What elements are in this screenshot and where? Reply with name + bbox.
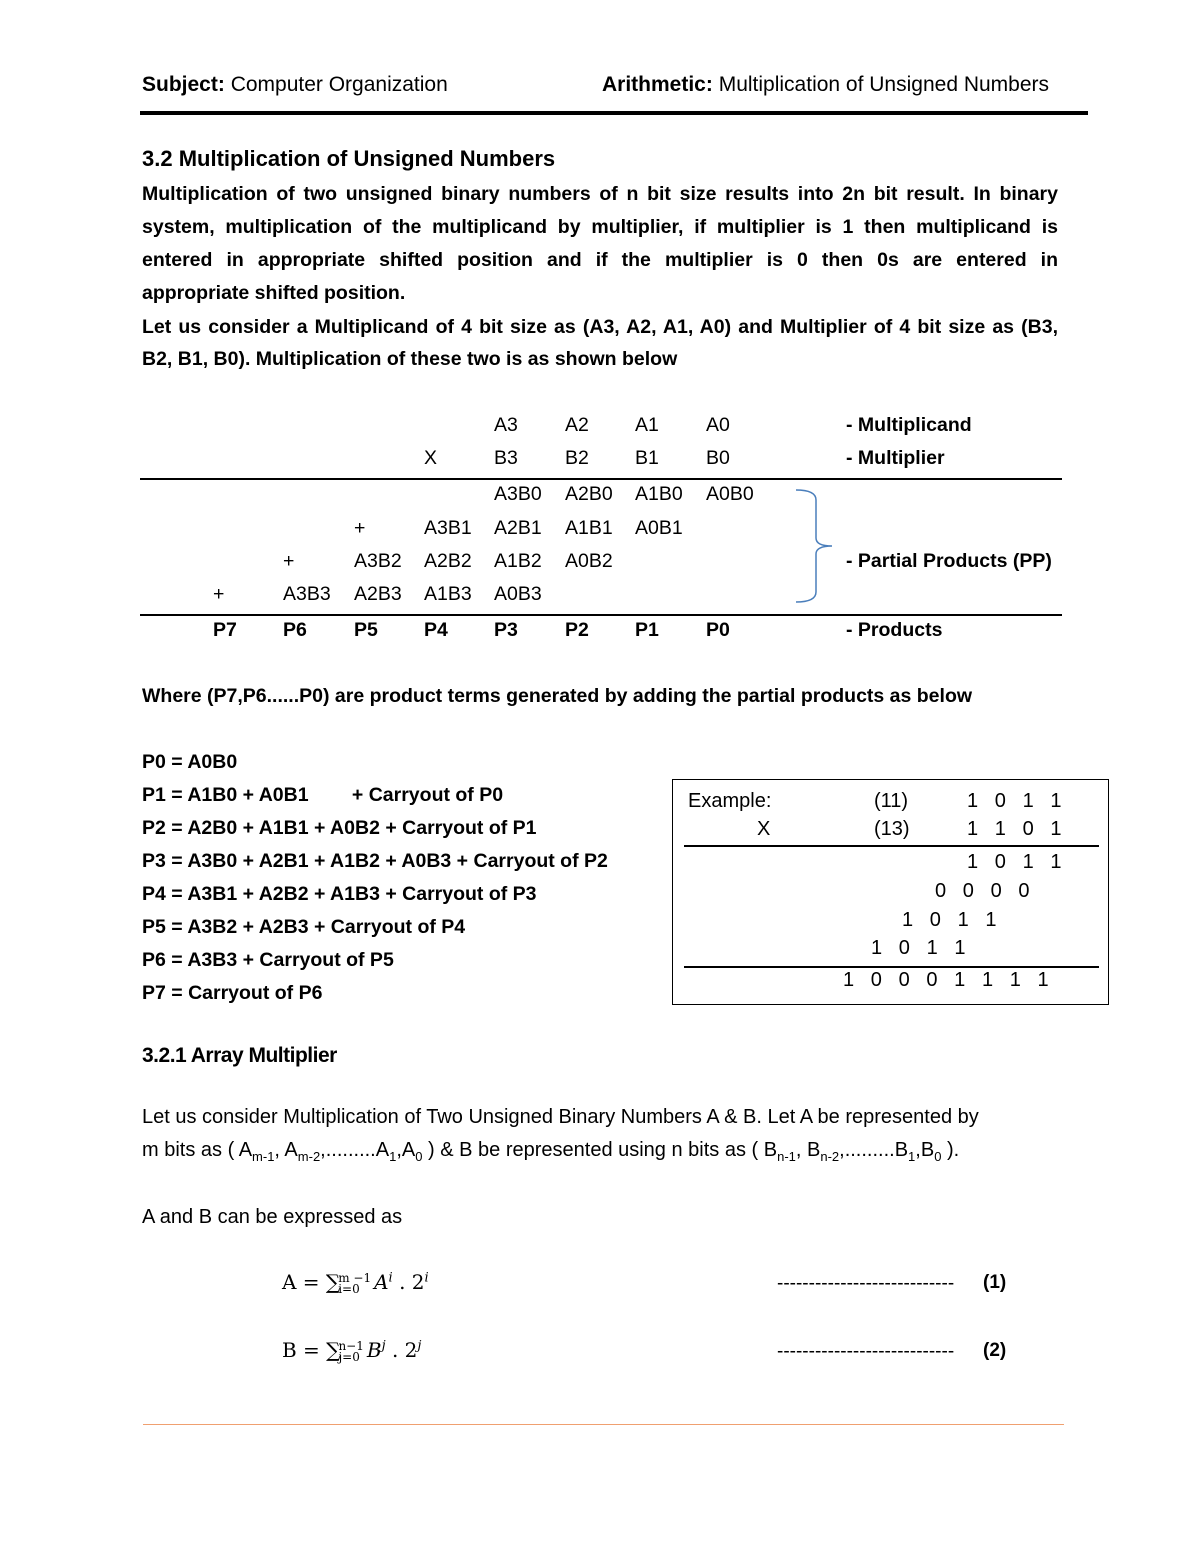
pp1-2: A2B1 [494, 517, 542, 539]
example-pp1: 1 0 1 1 [967, 851, 1062, 873]
mp-b2: B2 [565, 447, 589, 469]
mc-a3: A3 [494, 414, 518, 436]
example-b-bits: 1 1 0 1 [967, 818, 1062, 840]
equation: P7 = Carryout of P6 [142, 982, 323, 1004]
pp3-4: A0B3 [494, 583, 542, 605]
pp2-plus: + [283, 550, 295, 572]
pp0-4: A0B0 [706, 483, 754, 505]
p3: P3 [494, 619, 518, 641]
where-text: Where (P7,P6......P0) are product terms generated by adding the partial products as below [142, 685, 973, 707]
equation-number-1: (1) [983, 1272, 1007, 1293]
example-b-decimal: (13) [874, 818, 910, 840]
mp-b3: B3 [494, 447, 518, 469]
para2-line-1: Let us consider a Multiplicand of 4 bit size as (A3, A2, A1, A0) and Multiplier of 4 bit size as (B3, [142, 316, 1058, 338]
pp1-1: A3B1 [424, 517, 472, 539]
example-pp4: 1 0 1 1 [871, 937, 966, 959]
subject-label: Subject: [142, 73, 225, 96]
p0: P0 [706, 619, 730, 641]
mp-b0: B0 [706, 447, 730, 469]
pp2-4: A0B2 [565, 550, 613, 572]
p6: P6 [283, 619, 307, 641]
formula-b: B = ∑ n−1 j=0 $B^j$ . 2$^j$ [282, 1338, 422, 1364]
pp0-3: A1B0 [635, 483, 683, 505]
table-rule-1 [140, 478, 1062, 480]
equation: P5 = A3B2 + A2B3 + Carryout of P4 [142, 916, 466, 938]
pp3-3: A1B3 [424, 583, 472, 605]
dash-leader-2: ---------------------------- [777, 1341, 955, 1362]
pp1-4: A0B1 [635, 517, 683, 539]
mc-a0: A0 [706, 414, 730, 436]
para1-line-4: appropriate shifted position. [142, 282, 406, 304]
para1-line-3: entered in appropriate shifted position and if the multiplier is 0 then 0s are entered in [142, 249, 1058, 271]
expressed-text: A and B can be expressed as [142, 1206, 403, 1228]
example-pp3: 1 0 1 1 [902, 909, 997, 931]
header-topic [602, 73, 1049, 97]
p1: P1 [635, 619, 659, 641]
x-symbol: X [424, 447, 438, 469]
para1-line-1: Multiplication of two unsigned binary numbers of n bit size results into 2n bit result. In binary [142, 183, 1058, 205]
p4: P4 [424, 619, 448, 641]
topic-value: Multiplication of Unsigned Numbers [718, 73, 1050, 96]
multiplicand-label: - Multiplicand [846, 414, 972, 436]
pp3-2: A2B3 [354, 583, 402, 605]
pp-label: - Partial Products (PP) [846, 550, 1052, 572]
p5: P5 [354, 619, 378, 641]
header-rule [140, 111, 1088, 115]
example-x: X [757, 818, 771, 840]
pp3-1: A3B3 [283, 583, 331, 605]
partial-products-brace-icon [790, 486, 840, 606]
dash-leader-1: ---------------------------- [777, 1273, 955, 1294]
example-a-bits: 1 0 1 1 [967, 790, 1062, 812]
equation: P2 = A2B0 + A1B1 + A0B2 + Carryout of P1 [142, 817, 537, 839]
example-a-decimal: (11) [874, 790, 909, 812]
subsection-title: 3.2.1 Array Multiplier [142, 1044, 337, 1067]
example-rule-2 [684, 966, 1099, 968]
mc-a2: A2 [565, 414, 589, 436]
multiplier-label: - Multiplier [846, 447, 945, 469]
array-line-2: m bits as ( $A_{m-1}$, $A_{m-2},.........A_1,A_0$ ) & B be represented using n bits as ( $B_{n-1}$, $B_{n-2},.........B_1,B_0$ ). [142, 1139, 960, 1164]
mc-a1: A1 [635, 414, 659, 436]
example-pp2: 0 0 0 0 [935, 880, 1030, 902]
formula-a: A = ∑ m −1 i=0 $A^i$ . 2$^i$ [282, 1270, 429, 1296]
array-line-1: Let us consider Multiplication of Two Unsigned Binary Numbers A & B. Let A be represented by [142, 1106, 979, 1128]
header-subject [142, 73, 448, 97]
equation: P4 = A3B1 + A2B2 + A1B3 + Carryout of P3 [142, 883, 537, 905]
equation: P3 = A3B0 + A2B1 + A1B2 + A0B3 + Carryout of P2 [142, 850, 608, 872]
equation-number-2: (2) [983, 1340, 1007, 1361]
p7: P7 [213, 619, 237, 641]
section-title: 3.2 Multiplication of Unsigned Numbers [142, 146, 556, 171]
pp0-2: A2B0 [565, 483, 613, 505]
p2: P2 [565, 619, 589, 641]
pp2-1: A3B2 [354, 550, 402, 572]
pp2-2: A2B2 [424, 550, 472, 572]
example-label: Example: [688, 790, 772, 812]
pp3-plus: + [213, 583, 225, 605]
subject-value: Computer Organization [230, 73, 448, 96]
example-result: 1 0 0 0 1 1 1 1 [843, 969, 1049, 991]
equation: P1 = A1B0 + A0B1 + Carryout of P0 [142, 784, 504, 806]
pp2-3: A1B2 [494, 550, 542, 572]
equation: P6 = A3B3 + Carryout of P5 [142, 949, 394, 971]
products-label: - Products [846, 619, 943, 641]
equation: P0 = A0B0 [142, 751, 238, 773]
footer-rule [143, 1424, 1064, 1425]
pp1-3: A1B1 [565, 517, 613, 539]
para1-line-2: system, multiplication of the multiplicand by multiplier, if multiplier is 1 then multiplicand is [142, 216, 1058, 238]
para2-line-2: B2, B1, B0). Multiplication of these two is as shown below [142, 348, 678, 370]
example-rule-1 [684, 845, 1099, 847]
pp1-plus: + [354, 517, 366, 539]
topic-label: Arithmetic: [602, 73, 713, 96]
mp-b1: B1 [635, 447, 659, 469]
pp0-1: A3B0 [494, 483, 542, 505]
table-rule-2 [140, 614, 1062, 616]
